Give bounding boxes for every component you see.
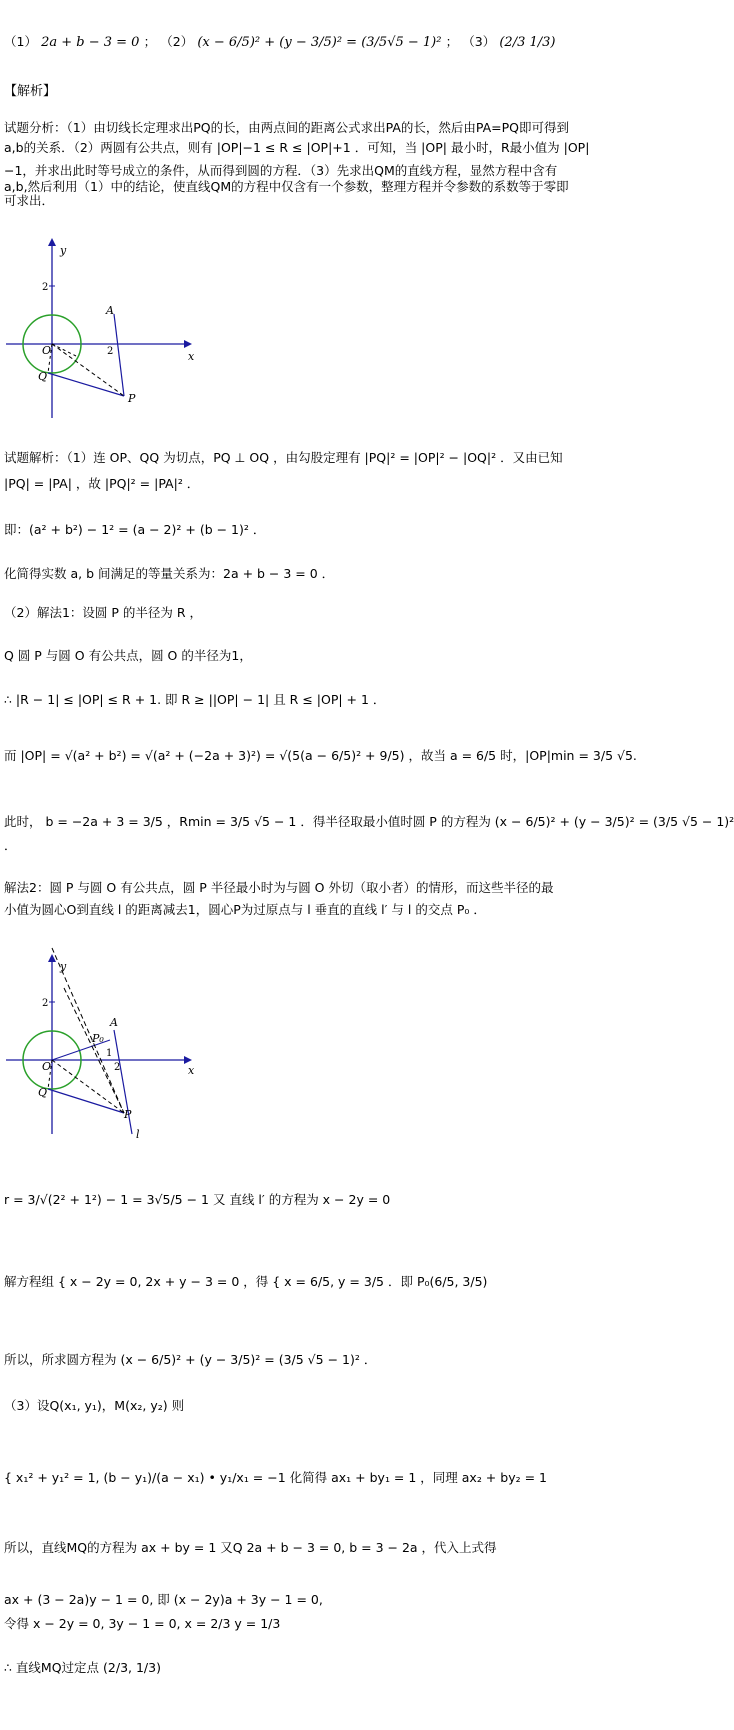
radius-line: r = 3/√(2² + 1²) − 1 = 3√5/5 − 1 又 直线 l′ 的方程为 x − 2y = 0	[4, 1192, 391, 1207]
label-q: Q	[38, 370, 48, 383]
answer-line	[4, 34, 622, 51]
dashed-oa	[52, 344, 76, 356]
answer-separator: ；	[445, 34, 459, 49]
answer-part1-label: （1）	[4, 34, 37, 49]
y-axis-arrow	[48, 238, 56, 246]
analysis-line-2: a,b的关系．（2）两圆有公共点，则有 |OP|−1 ≤ R ≤ |OP|+1 ．可知，当 |OP| 最小时，R最小值为 |OP|	[4, 140, 590, 155]
solution-line-3: 化简得实数 a, b 间满足的等量关系为：2a + b − 3 = 0 ．	[4, 566, 335, 581]
label-y: y	[60, 244, 67, 257]
label-x: x	[188, 350, 195, 363]
let-equal-zero-line: 令得 x − 2y = 0, 3y − 1 = 0, x = 2/3 y = 1/3	[4, 1616, 281, 1631]
answer-part1-equation: 2a + b − 3 = 0	[41, 35, 140, 50]
label-a: A	[110, 1016, 118, 1029]
analysis-line-3: −1，并求出此时等号成立的条件，从而得到圆的方程．（3）先求出QM的直线方程，显然方程中含有	[4, 163, 558, 178]
analysis-heading: 【解析】	[4, 84, 57, 99]
analysis-line-5: 可求出．	[4, 193, 55, 208]
answer-part3-point: (2/3 1/3)	[499, 35, 556, 50]
line-qp	[48, 1089, 124, 1113]
x-axis-arrow	[184, 1056, 192, 1064]
line-qp	[48, 373, 124, 396]
solution-line-9b: 小值为圆心O到直线 l 的距离减去1，圆心P为过原点与 l 垂直的直线 l′ 与 l 的交点 P₀ ．	[4, 902, 486, 917]
solution-line-7: 而 |OP| = √(a² + b²) = √(a² + (−2a + 3)²) = √(5(a − 6/5)² + 9/5) ，故当 a = 6/5 时，|OP|min = 3/5 √5.	[4, 748, 637, 763]
answer-part2-equation: (x − 6/5)² + (y − 3/5)² = (3/5√5 − 1)²	[197, 35, 442, 50]
label-y: y	[60, 960, 67, 973]
circle-tangent-figure-2	[6, 948, 206, 1148]
label-p0: P₀	[92, 1032, 104, 1045]
label-q: Q	[38, 1086, 48, 1099]
circle-tangent-figure-1	[6, 228, 206, 428]
label-p: P	[124, 1108, 132, 1121]
label-p: P	[128, 392, 136, 405]
part3-intro-line: （3）设Q(x₁, y₁)，M(x₂, y₂) 则	[4, 1398, 185, 1413]
label-one: 1	[106, 1048, 113, 1059]
label-l: l	[136, 1128, 140, 1141]
system-solve-line: 解方程组 { x − 2y = 0, 2x + y − 3 = 0 ，得 { x = 6/5, y = 3/5 ．即 P₀(6/5, 3/5)	[4, 1274, 488, 1289]
solution-line-2: 即：(a² + b²) − 1² = (a − 2)² + (b − 1)² ．	[4, 522, 266, 537]
substitution-line: ax + (3 − 2a)y − 1 = 0, 即 (x − 2y)a + 3y − 1 = 0,	[4, 1592, 323, 1607]
fixed-point-conclusion: ∴ 直线MQ过定点 (2/3, 1/3)	[4, 1660, 161, 1675]
analysis-line-4: a,b,然后利用（1）中的结论，使直线QM的方程中仅含有一个参数，整理方程并令参数的系数等于零即	[4, 179, 569, 194]
x-axis-arrow	[184, 340, 192, 348]
answer-separator: ；	[143, 34, 157, 49]
dashed-long-2	[64, 988, 124, 1113]
answer-part3-label: （3）	[462, 34, 496, 49]
y-axis-arrow	[48, 954, 56, 962]
label-o: O	[42, 1060, 52, 1073]
circle-result-line: 所以，所求圆方程为 (x − 6/5)² + (y − 3/5)² = (3/5 √5 − 1)² ．	[4, 1352, 377, 1367]
answer-part2-label: （2）	[160, 34, 194, 49]
solution-line-4: （2）解法1：设圆 P 的半径为 R ，	[4, 605, 203, 620]
label-two-x: 2	[107, 346, 114, 357]
line-pa	[114, 314, 124, 396]
label-o: O	[42, 344, 52, 357]
label-a: A	[106, 304, 114, 317]
solution-line-6: ∴ |R − 1| ≤ |OP| ≤ R + 1. 即 R ≥ ||OP| − 1| 且 R ≤ |OP| + 1 ．	[4, 692, 386, 707]
part3-system-line: { x₁² + y₁² = 1, (b − y₁)/(a − x₁) • y₁/x₁ = −1 化简得 ax₁ + by₁ = 1 ，同理 ax₂ + by₂ = 1	[4, 1470, 547, 1485]
solution-line-8b: ．	[4, 838, 17, 853]
solution-line-5: Q 圆 P 与圆 O 有公共点，圆 O 的半径为1，	[4, 648, 252, 663]
solution-line-8: 此时， b = −2a + 3 = 3/5 ，Rmin = 3/5 √5 − 1 ．得半径取最小值时圆 P 的方程为 (x − 6/5)² + (y − 3/5)² = (3/5 √5 − 1)²	[4, 814, 734, 829]
analysis-line-1: 试题分析：（1）由切线长定理求出PQ的长，由两点间的距离公式求出PA的长，然后由PA=PQ即可得到	[4, 120, 570, 135]
label-two-y: 2	[42, 282, 49, 293]
label-x: x	[188, 1064, 195, 1077]
solution-line-1b: |PQ| = |PA| ，故 |PQ|² = |PA|² ．	[4, 476, 200, 491]
solution-line-1a: 试题解析：（1）连 OP、QQ 为切点，PQ ⊥ OQ ，由勾股定理有 |PQ|² = |OP|² − |OQ|² ．又由已知	[4, 450, 563, 465]
solution-line-9a: 解法2：圆 P 与圆 O 有公共点，圆 P 半径最小时为与圆 O 外切（取小者）的情形，而这些半径的最	[4, 880, 554, 895]
label-two-x: 2	[114, 1062, 121, 1073]
mq-equation-line: 所以，直线MQ的方程为 ax + by = 1 又Q 2a + b − 3 = 0, b = 3 − 2a ，代入上式得	[4, 1540, 497, 1555]
label-two-y: 2	[42, 998, 49, 1009]
